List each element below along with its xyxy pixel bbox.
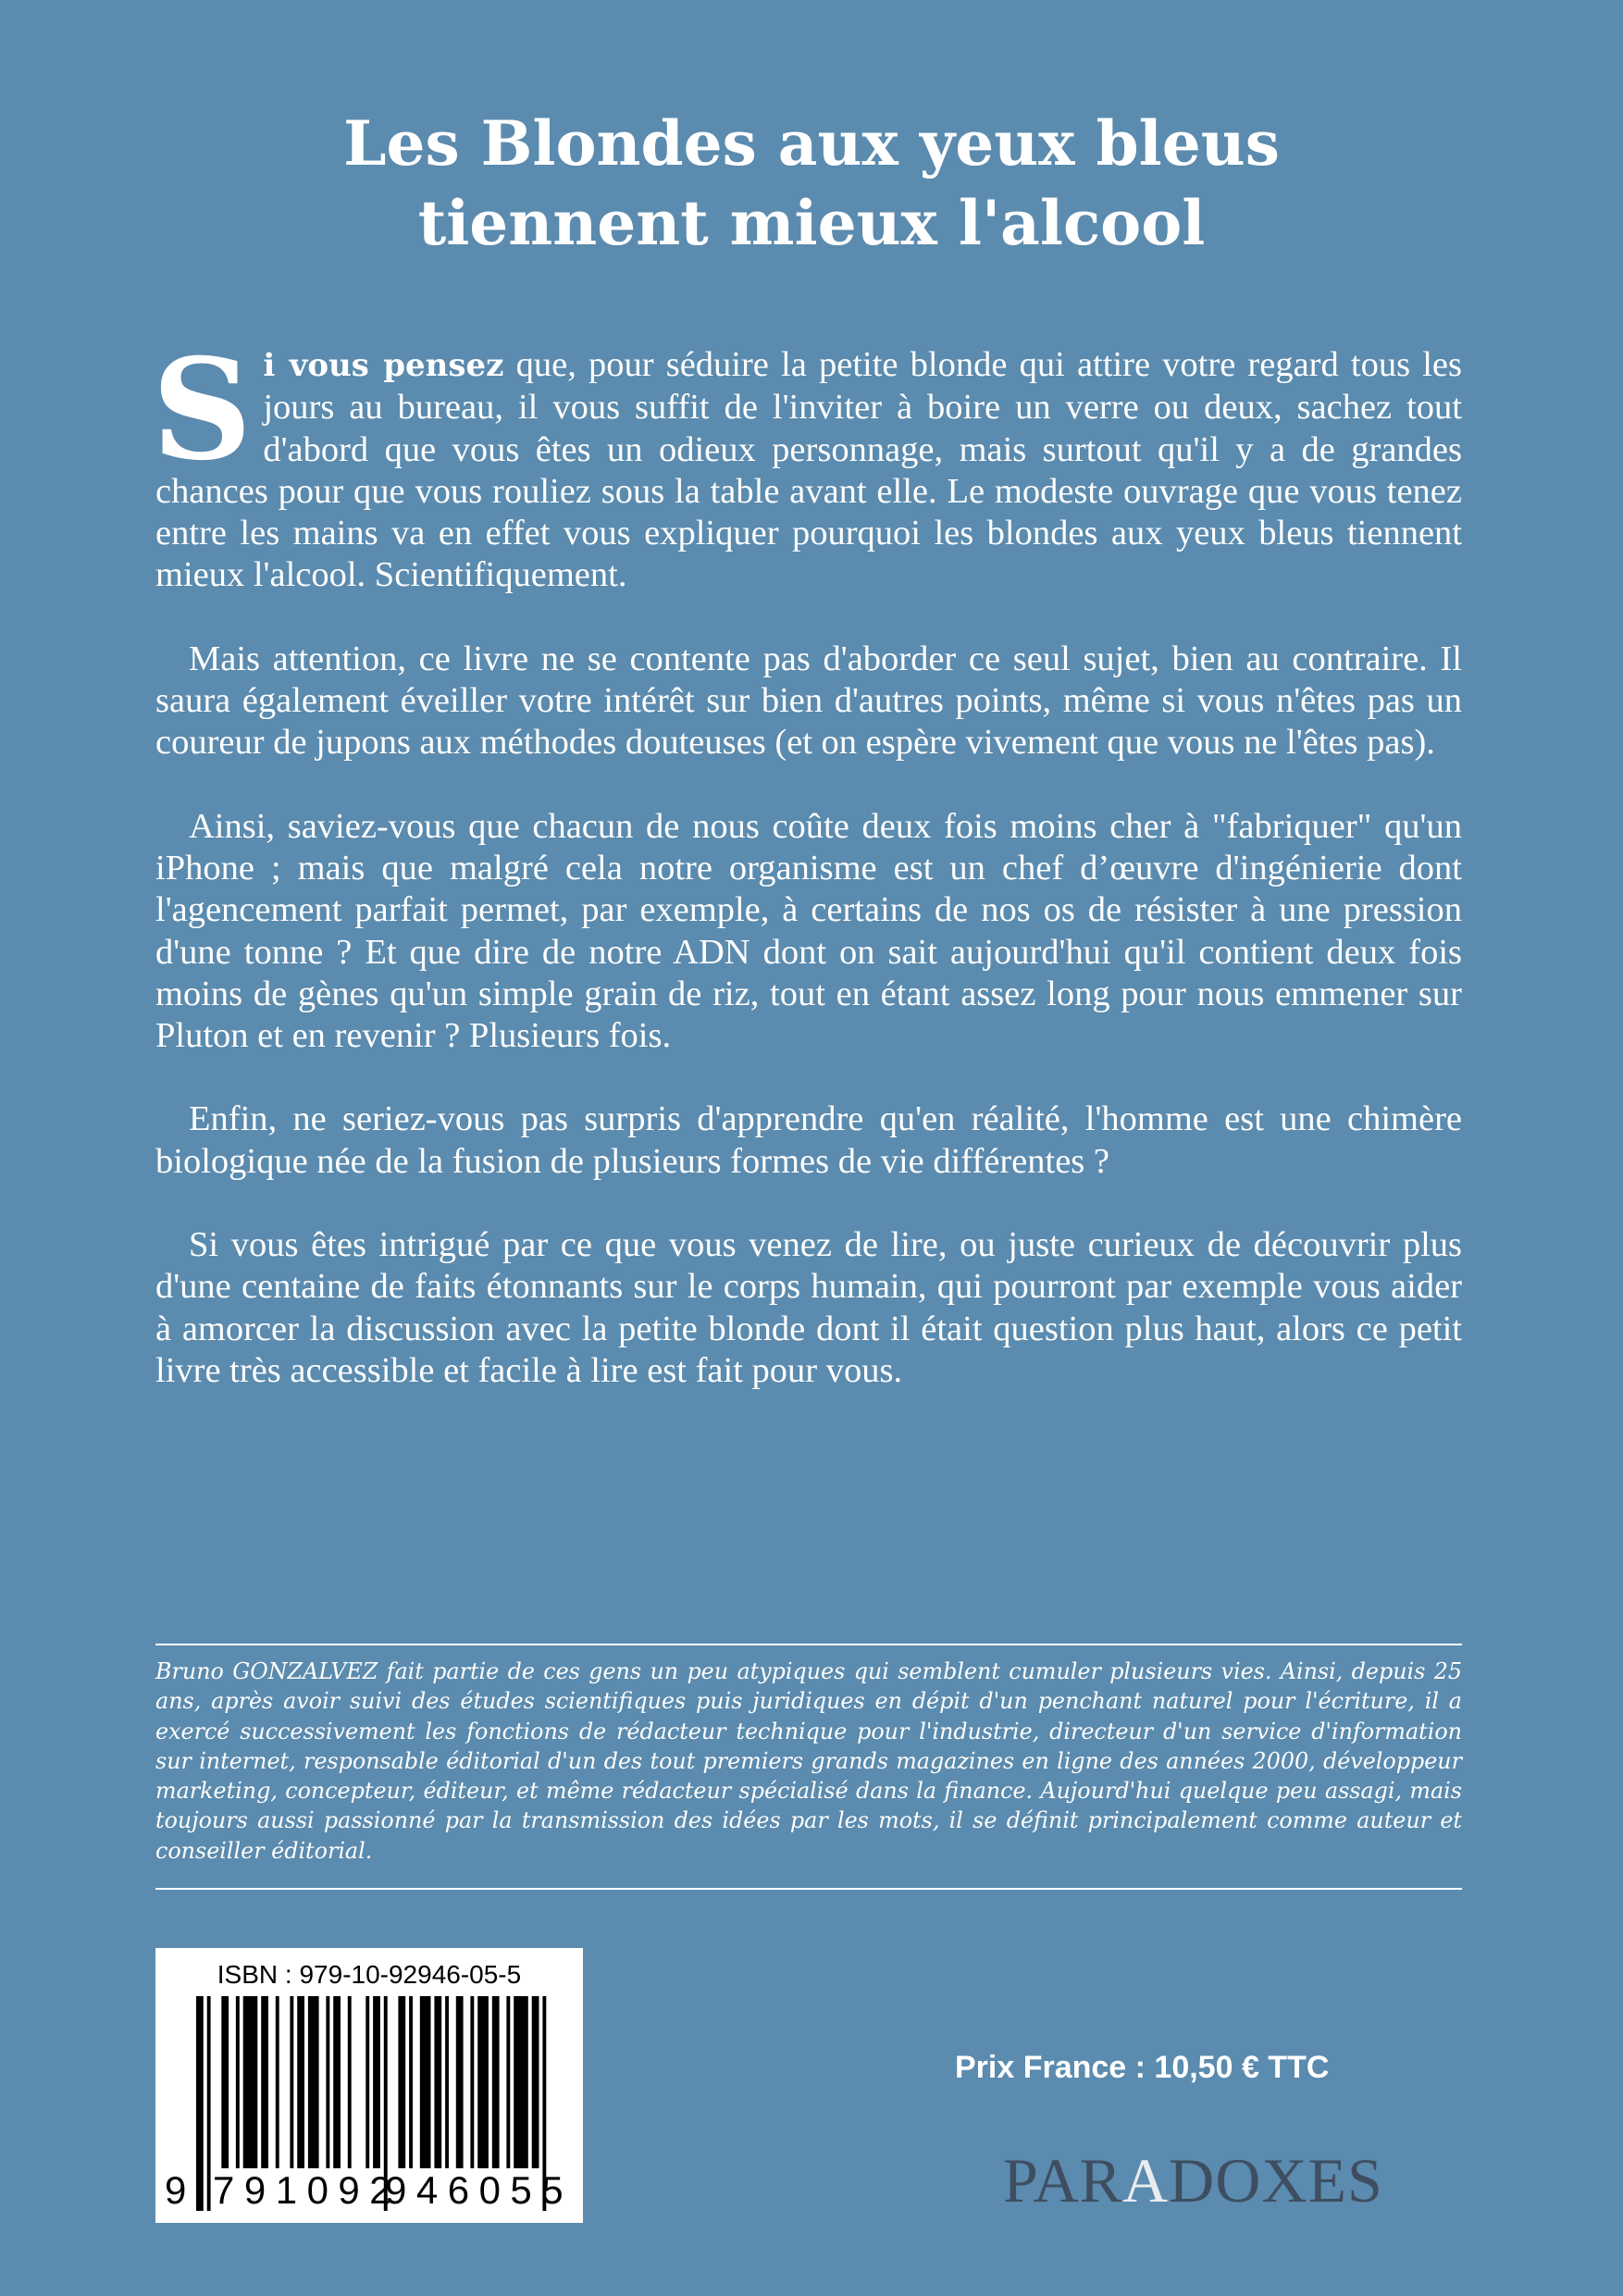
barcode-bar <box>276 1996 279 2168</box>
barcode-bar <box>290 1996 293 2168</box>
bio-bottom-divider <box>155 1888 1462 1890</box>
barcode-bar <box>434 1996 441 2168</box>
barcode-bar <box>196 1996 204 2211</box>
paragraph-2: Mais attention, ce livre ne se contente pas d'aborder ce seul sujet, bien au contraire. Il saura également éveiller votre intérêt sur bien d'autres points, même si vous n'êtes pas un coureur de jupons aux méthodes douteuses (et on espère vivement que vous ne l'êtes pas). <box>155 639 1462 763</box>
intro-lead: i vous pensez <box>263 347 504 384</box>
barcode-bar <box>398 1996 405 2168</box>
barcode-bar <box>221 1996 229 2168</box>
barcode-bar <box>333 1996 341 2168</box>
barcode-bar <box>365 1996 369 2168</box>
barcode-bar <box>243 1996 258 2168</box>
intro-paragraph <box>152 329 1463 597</box>
barcode-bar <box>445 1996 449 2168</box>
barcode-bar <box>373 1996 380 2168</box>
paragraph-5: Si vous êtes intrigué par ce que vous venez de lire, ou juste curieux de découvrir plus d'une centaine de faits étonnants sur le corps humain, qui pourront par exemple vous aider à amorcer la discussion avec la petite blonde dont il était question plus haut, alors ce petit livre très accessible et facile à lire est fait pour vous. <box>155 1225 1462 1390</box>
barcode-bar <box>297 1996 304 2168</box>
barcode-bar <box>532 1996 539 2168</box>
price-label: Prix France : 10,50 € TTC <box>955 2050 1330 2085</box>
barcode-bar <box>470 1996 474 2168</box>
barcode-bar <box>236 1996 240 2168</box>
book-title <box>0 104 1623 263</box>
barcode-bar <box>492 1996 500 2168</box>
logo-a-mark: A <box>1122 2145 1170 2215</box>
bio-top-divider <box>155 1644 1462 1645</box>
logo-text-start: PAR <box>1003 2145 1123 2215</box>
title-line-2: tiennent mieux l'alcool <box>417 187 1206 259</box>
intro-text: que, pour séduire la petite blonde qui attire votre regard tous les jours au bureau, il vous suffit de l'inviter à boire un verre ou deux, sachez tout d'abord que vous êtes un odieux personnage, mais surtout qu'il y a de grandes chances pour que vous rouliez sous la table avant elle. Le modeste ouvrage que vous tenez entre les mains va en effet vous expliquer pourquoi les blondes aux yeux bleus tiennent mieux l'alcool. Scientifiquement. <box>155 345 1463 595</box>
barcode-bar <box>261 1996 268 2168</box>
isbn-barcode <box>155 1948 583 2223</box>
paragraph-4: Enfin, ne seriez-vous pas surpris d'apprendre qu'en réalité, l'homme est une chimère biologique née de la fusion de plusieurs formes de vie différentes ? <box>155 1099 1462 1181</box>
barcode-bar <box>514 1996 528 2168</box>
barcode-digits-left: 791092 <box>213 2168 402 2212</box>
title-line-1: Les Blondes aux yeux bleus <box>343 107 1280 180</box>
blurb <box>152 329 1463 1433</box>
barcode-bar <box>308 1996 319 2168</box>
barcode-bar <box>326 1996 329 2168</box>
author-bio: Bruno GONZALVEZ fait partie de ces gens un peu atypiques qui semblent cumuler plusieurs vies. Ainsi, depuis 25 ans, après avoir suivi des études scientifiques puis juridiques en dépit d'un penchant naturel pour l'écriture, il a exercé successivement les fonctions de rédacteur technique pour l'industrie, directeur d'un service d'information sur internet, responsable éditorial d'un des tout premiers grands magazines en ligne des années 2000, développeur marketing, concepteur, éditeur, et même rédacteur spécialisé dans la finance. Aujourd'hui quelque peu assagi, mais toujours aussi passionné par la transmission des idées par les mots, il se définit principalement comme auteur et conseiller éditorial. <box>155 1658 1462 1864</box>
logo-text-end: DOXES <box>1169 2145 1383 2215</box>
barcode-bar <box>348 1996 352 2168</box>
barcode-digit-prefix: 9 <box>165 2168 187 2212</box>
barcode-bar <box>207 1996 211 2211</box>
barcode-bar <box>506 1996 510 2168</box>
barcode-bar <box>477 1996 489 2168</box>
paragraph-3: Ainsi, saviez-vous que chacun de nous coûte deux fois moins cher à "fabriquer" qu'un iPhone ; mais que malgré cela notre organisme est un chef d’œuvre d'ingénierie dont l'agencement parfait permet, par exemple, à certains de nos os de résister à une pression d'une tonne ? Et que dire de notre ADN dont on sait aujourd'hui qu'il contient deux fois moins de gènes qu'un simple grain de riz, tout en étant assez long pour nous emmener sur Pluton et en revenir ? Plusieurs fois. <box>155 806 1462 1056</box>
publisher-logo <box>1003 2145 1383 2215</box>
barcode-digits-right: 946055 <box>385 2168 574 2212</box>
barcode-bar <box>456 1996 464 2168</box>
drop-cap: S <box>152 329 253 491</box>
barcode-bar <box>420 1996 431 2168</box>
barcode-bar <box>409 1996 413 2168</box>
isbn-label: ISBN : 979-10-92946-05-5 <box>217 1960 522 1989</box>
